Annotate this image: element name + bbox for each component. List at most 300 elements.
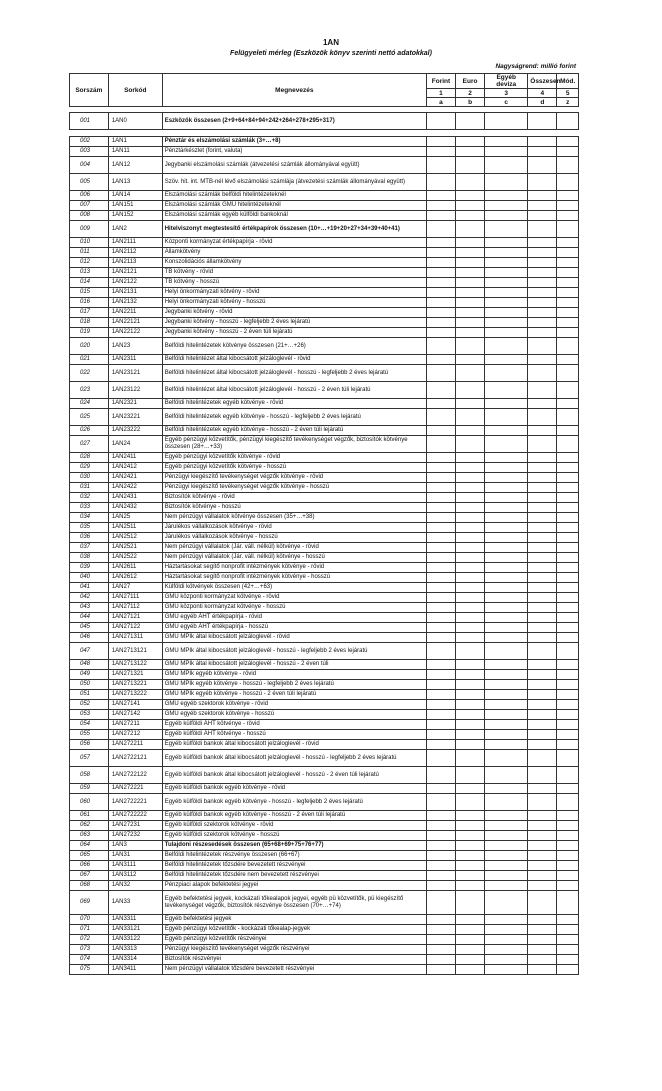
value-cell[interactable] <box>426 248 455 258</box>
value-cell[interactable] <box>456 298 485 308</box>
value-cell[interactable] <box>426 308 455 318</box>
value-cell[interactable] <box>485 710 528 720</box>
value-cell[interactable] <box>426 211 455 221</box>
value-cell[interactable] <box>485 750 528 767</box>
value-cell[interactable] <box>485 191 528 201</box>
value-cell[interactable] <box>528 851 557 861</box>
value-cell[interactable] <box>426 811 455 821</box>
value-cell[interactable] <box>528 573 557 583</box>
value-cell[interactable] <box>485 409 528 426</box>
value-cell[interactable] <box>528 700 557 710</box>
value-cell[interactable] <box>528 750 557 767</box>
value-cell[interactable] <box>528 483 557 493</box>
value-cell[interactable] <box>456 784 485 794</box>
value-cell[interactable] <box>557 113 579 130</box>
value-cell[interactable] <box>426 573 455 583</box>
value-cell[interactable] <box>456 513 485 523</box>
value-cell[interactable] <box>485 583 528 593</box>
value-cell[interactable] <box>426 935 455 945</box>
value-cell[interactable] <box>456 680 485 690</box>
value-cell[interactable] <box>456 463 485 473</box>
value-cell[interactable] <box>485 700 528 710</box>
value-cell[interactable] <box>557 915 579 925</box>
value-cell[interactable] <box>557 593 579 603</box>
value-cell[interactable] <box>485 248 528 258</box>
value-cell[interactable] <box>485 680 528 690</box>
value-cell[interactable] <box>528 493 557 503</box>
value-cell[interactable] <box>426 955 455 965</box>
value-cell[interactable] <box>528 925 557 935</box>
value-cell[interactable] <box>557 523 579 533</box>
value-cell[interactable] <box>485 690 528 700</box>
value-cell[interactable] <box>456 201 485 211</box>
value-cell[interactable] <box>557 503 579 513</box>
value-cell[interactable] <box>456 382 485 399</box>
value-cell[interactable] <box>557 543 579 553</box>
value-cell[interactable] <box>426 767 455 784</box>
value-cell[interactable] <box>456 553 485 563</box>
value-cell[interactable] <box>528 503 557 513</box>
value-cell[interactable] <box>557 720 579 730</box>
value-cell[interactable] <box>426 278 455 288</box>
value-cell[interactable] <box>456 700 485 710</box>
value-cell[interactable] <box>528 382 557 399</box>
value-cell[interactable] <box>426 355 455 365</box>
value-cell[interactable] <box>485 157 528 174</box>
value-cell[interactable] <box>485 945 528 955</box>
value-cell[interactable] <box>456 268 485 278</box>
value-cell[interactable] <box>557 955 579 965</box>
value-cell[interactable] <box>426 915 455 925</box>
value-cell[interactable] <box>528 794 557 811</box>
value-cell[interactable] <box>557 238 579 248</box>
value-cell[interactable] <box>426 710 455 720</box>
value-cell[interactable] <box>426 740 455 750</box>
value-cell[interactable] <box>528 365 557 382</box>
value-cell[interactable] <box>485 821 528 831</box>
value-cell[interactable] <box>426 643 455 660</box>
value-cell[interactable] <box>528 730 557 740</box>
value-cell[interactable] <box>456 278 485 288</box>
value-cell[interactable] <box>456 643 485 660</box>
value-cell[interactable] <box>557 191 579 201</box>
value-cell[interactable] <box>485 915 528 925</box>
value-cell[interactable] <box>456 328 485 338</box>
value-cell[interactable] <box>485 113 528 130</box>
value-cell[interactable] <box>426 891 455 915</box>
value-cell[interactable] <box>557 211 579 221</box>
value-cell[interactable] <box>485 633 528 643</box>
value-cell[interactable] <box>528 680 557 690</box>
value-cell[interactable] <box>456 710 485 720</box>
value-cell[interactable] <box>426 945 455 955</box>
value-cell[interactable] <box>557 483 579 493</box>
value-cell[interactable] <box>485 473 528 483</box>
value-cell[interactable] <box>557 841 579 851</box>
value-cell[interactable] <box>456 338 485 355</box>
value-cell[interactable] <box>456 523 485 533</box>
value-cell[interactable] <box>528 298 557 308</box>
value-cell[interactable] <box>485 483 528 493</box>
value-cell[interactable] <box>528 583 557 593</box>
value-cell[interactable] <box>485 603 528 613</box>
value-cell[interactable] <box>456 426 485 436</box>
value-cell[interactable] <box>426 553 455 563</box>
value-cell[interactable] <box>485 784 528 794</box>
value-cell[interactable] <box>557 794 579 811</box>
value-cell[interactable] <box>528 147 557 157</box>
value-cell[interactable] <box>456 925 485 935</box>
value-cell[interactable] <box>557 670 579 680</box>
value-cell[interactable] <box>456 945 485 955</box>
value-cell[interactable] <box>528 553 557 563</box>
value-cell[interactable] <box>456 147 485 157</box>
value-cell[interactable] <box>485 365 528 382</box>
value-cell[interactable] <box>528 690 557 700</box>
value-cell[interactable] <box>557 382 579 399</box>
value-cell[interactable] <box>456 623 485 633</box>
value-cell[interactable] <box>426 965 455 975</box>
value-cell[interactable] <box>528 191 557 201</box>
value-cell[interactable] <box>485 730 528 740</box>
value-cell[interactable] <box>456 831 485 841</box>
value-cell[interactable] <box>426 821 455 831</box>
value-cell[interactable] <box>426 426 455 436</box>
value-cell[interactable] <box>456 811 485 821</box>
value-cell[interactable] <box>426 784 455 794</box>
value-cell[interactable] <box>426 483 455 493</box>
value-cell[interactable] <box>557 821 579 831</box>
value-cell[interactable] <box>426 513 455 523</box>
value-cell[interactable] <box>528 355 557 365</box>
value-cell[interactable] <box>426 409 455 426</box>
value-cell[interactable] <box>485 851 528 861</box>
value-cell[interactable] <box>528 318 557 328</box>
value-cell[interactable] <box>456 355 485 365</box>
value-cell[interactable] <box>528 915 557 925</box>
value-cell[interactable] <box>557 533 579 543</box>
value-cell[interactable] <box>528 543 557 553</box>
value-cell[interactable] <box>557 945 579 955</box>
value-cell[interactable] <box>485 881 528 891</box>
value-cell[interactable] <box>528 409 557 426</box>
value-cell[interactable] <box>456 583 485 593</box>
value-cell[interactable] <box>557 851 579 861</box>
value-cell[interactable] <box>485 463 528 473</box>
value-cell[interactable] <box>557 767 579 784</box>
value-cell[interactable] <box>485 308 528 318</box>
value-cell[interactable] <box>485 258 528 268</box>
value-cell[interactable] <box>557 298 579 308</box>
value-cell[interactable] <box>557 573 579 583</box>
value-cell[interactable] <box>485 328 528 338</box>
value-cell[interactable] <box>426 174 455 191</box>
value-cell[interactable] <box>557 201 579 211</box>
value-cell[interactable] <box>426 720 455 730</box>
value-cell[interactable] <box>426 851 455 861</box>
value-cell[interactable] <box>557 268 579 278</box>
value-cell[interactable] <box>456 871 485 881</box>
value-cell[interactable] <box>528 720 557 730</box>
value-cell[interactable] <box>426 137 455 147</box>
value-cell[interactable] <box>557 811 579 821</box>
value-cell[interactable] <box>528 891 557 915</box>
value-cell[interactable] <box>456 493 485 503</box>
value-cell[interactable] <box>456 248 485 258</box>
value-cell[interactable] <box>485 453 528 463</box>
value-cell[interactable] <box>557 643 579 660</box>
value-cell[interactable] <box>557 258 579 268</box>
value-cell[interactable] <box>485 643 528 660</box>
value-cell[interactable] <box>557 680 579 690</box>
value-cell[interactable] <box>528 533 557 543</box>
value-cell[interactable] <box>528 113 557 130</box>
value-cell[interactable] <box>485 593 528 603</box>
value-cell[interactable] <box>557 583 579 593</box>
value-cell[interactable] <box>426 382 455 399</box>
value-cell[interactable] <box>557 740 579 750</box>
value-cell[interactable] <box>485 355 528 365</box>
value-cell[interactable] <box>426 523 455 533</box>
value-cell[interactable] <box>557 553 579 563</box>
value-cell[interactable] <box>557 690 579 700</box>
value-cell[interactable] <box>528 965 557 975</box>
value-cell[interactable] <box>456 308 485 318</box>
value-cell[interactable] <box>528 881 557 891</box>
value-cell[interactable] <box>528 563 557 573</box>
value-cell[interactable] <box>456 473 485 483</box>
value-cell[interactable] <box>557 881 579 891</box>
value-cell[interactable] <box>426 157 455 174</box>
value-cell[interactable] <box>557 710 579 720</box>
value-cell[interactable] <box>456 740 485 750</box>
value-cell[interactable] <box>456 730 485 740</box>
value-cell[interactable] <box>426 288 455 298</box>
value-cell[interactable] <box>456 690 485 700</box>
value-cell[interactable] <box>485 965 528 975</box>
value-cell[interactable] <box>485 174 528 191</box>
value-cell[interactable] <box>485 503 528 513</box>
value-cell[interactable] <box>557 660 579 670</box>
value-cell[interactable] <box>528 935 557 945</box>
value-cell[interactable] <box>426 750 455 767</box>
value-cell[interactable] <box>456 935 485 945</box>
value-cell[interactable] <box>528 633 557 643</box>
value-cell[interactable] <box>528 523 557 533</box>
value-cell[interactable] <box>426 633 455 643</box>
value-cell[interactable] <box>426 660 455 670</box>
value-cell[interactable] <box>456 660 485 670</box>
value-cell[interactable] <box>528 328 557 338</box>
value-cell[interactable] <box>456 288 485 298</box>
value-cell[interactable] <box>557 750 579 767</box>
value-cell[interactable] <box>456 670 485 680</box>
value-cell[interactable] <box>528 643 557 660</box>
value-cell[interactable] <box>485 278 528 288</box>
value-cell[interactable] <box>557 436 579 453</box>
value-cell[interactable] <box>557 137 579 147</box>
value-cell[interactable] <box>426 533 455 543</box>
value-cell[interactable] <box>557 700 579 710</box>
value-cell[interactable] <box>456 851 485 861</box>
value-cell[interactable] <box>557 248 579 258</box>
value-cell[interactable] <box>485 201 528 211</box>
value-cell[interactable] <box>485 338 528 355</box>
value-cell[interactable] <box>557 278 579 288</box>
value-cell[interactable] <box>456 881 485 891</box>
value-cell[interactable] <box>426 238 455 248</box>
value-cell[interactable] <box>528 426 557 436</box>
value-cell[interactable] <box>456 409 485 426</box>
value-cell[interactable] <box>557 338 579 355</box>
value-cell[interactable] <box>456 543 485 553</box>
value-cell[interactable] <box>456 365 485 382</box>
value-cell[interactable] <box>528 841 557 851</box>
value-cell[interactable] <box>557 365 579 382</box>
value-cell[interactable] <box>557 174 579 191</box>
value-cell[interactable] <box>528 268 557 278</box>
value-cell[interactable] <box>485 382 528 399</box>
value-cell[interactable] <box>528 821 557 831</box>
value-cell[interactable] <box>485 623 528 633</box>
value-cell[interactable] <box>528 308 557 318</box>
value-cell[interactable] <box>456 318 485 328</box>
value-cell[interactable] <box>485 543 528 553</box>
value-cell[interactable] <box>485 318 528 328</box>
value-cell[interactable] <box>456 211 485 221</box>
value-cell[interactable] <box>456 113 485 130</box>
value-cell[interactable] <box>456 453 485 463</box>
value-cell[interactable] <box>528 211 557 221</box>
value-cell[interactable] <box>485 670 528 680</box>
value-cell[interactable] <box>426 613 455 623</box>
value-cell[interactable] <box>426 861 455 871</box>
value-cell[interactable] <box>528 710 557 720</box>
value-cell[interactable] <box>485 147 528 157</box>
value-cell[interactable] <box>557 463 579 473</box>
value-cell[interactable] <box>485 955 528 965</box>
value-cell[interactable] <box>426 399 455 409</box>
value-cell[interactable] <box>528 436 557 453</box>
value-cell[interactable] <box>456 258 485 268</box>
value-cell[interactable] <box>528 473 557 483</box>
value-cell[interactable] <box>426 338 455 355</box>
value-cell[interactable] <box>557 784 579 794</box>
value-cell[interactable] <box>557 221 579 238</box>
value-cell[interactable] <box>426 623 455 633</box>
value-cell[interactable] <box>485 871 528 881</box>
value-cell[interactable] <box>528 767 557 784</box>
value-cell[interactable] <box>557 426 579 436</box>
value-cell[interactable] <box>528 613 557 623</box>
value-cell[interactable] <box>485 221 528 238</box>
value-cell[interactable] <box>456 593 485 603</box>
value-cell[interactable] <box>485 573 528 583</box>
value-cell[interactable] <box>485 533 528 543</box>
value-cell[interactable] <box>426 543 455 553</box>
value-cell[interactable] <box>426 191 455 201</box>
value-cell[interactable] <box>426 453 455 463</box>
value-cell[interactable] <box>485 660 528 670</box>
value-cell[interactable] <box>456 965 485 975</box>
value-cell[interactable] <box>456 483 485 493</box>
value-cell[interactable] <box>528 660 557 670</box>
value-cell[interactable] <box>528 955 557 965</box>
value-cell[interactable] <box>528 338 557 355</box>
value-cell[interactable] <box>528 463 557 473</box>
value-cell[interactable] <box>557 925 579 935</box>
value-cell[interactable] <box>485 720 528 730</box>
value-cell[interactable] <box>456 861 485 871</box>
value-cell[interactable] <box>485 513 528 523</box>
value-cell[interactable] <box>557 633 579 643</box>
value-cell[interactable] <box>557 493 579 503</box>
value-cell[interactable] <box>557 891 579 915</box>
value-cell[interactable] <box>426 221 455 238</box>
value-cell[interactable] <box>426 730 455 740</box>
value-cell[interactable] <box>485 523 528 533</box>
value-cell[interactable] <box>485 211 528 221</box>
value-cell[interactable] <box>528 174 557 191</box>
value-cell[interactable] <box>426 258 455 268</box>
value-cell[interactable] <box>485 288 528 298</box>
value-cell[interactable] <box>456 794 485 811</box>
value-cell[interactable] <box>485 268 528 278</box>
value-cell[interactable] <box>528 811 557 821</box>
value-cell[interactable] <box>426 436 455 453</box>
value-cell[interactable] <box>557 473 579 483</box>
value-cell[interactable] <box>485 935 528 945</box>
value-cell[interactable] <box>426 563 455 573</box>
value-cell[interactable] <box>485 613 528 623</box>
value-cell[interactable] <box>456 720 485 730</box>
value-cell[interactable] <box>426 881 455 891</box>
value-cell[interactable] <box>485 767 528 784</box>
value-cell[interactable] <box>456 174 485 191</box>
value-cell[interactable] <box>456 503 485 513</box>
value-cell[interactable] <box>426 503 455 513</box>
value-cell[interactable] <box>426 841 455 851</box>
value-cell[interactable] <box>528 945 557 955</box>
value-cell[interactable] <box>528 288 557 298</box>
value-cell[interactable] <box>528 201 557 211</box>
value-cell[interactable] <box>426 690 455 700</box>
value-cell[interactable] <box>426 473 455 483</box>
value-cell[interactable] <box>485 298 528 308</box>
value-cell[interactable] <box>426 593 455 603</box>
value-cell[interactable] <box>528 278 557 288</box>
value-cell[interactable] <box>528 740 557 750</box>
value-cell[interactable] <box>426 831 455 841</box>
value-cell[interactable] <box>456 436 485 453</box>
value-cell[interactable] <box>528 248 557 258</box>
value-cell[interactable] <box>557 613 579 623</box>
value-cell[interactable] <box>557 563 579 573</box>
value-cell[interactable] <box>456 137 485 147</box>
value-cell[interactable] <box>528 593 557 603</box>
value-cell[interactable] <box>456 603 485 613</box>
value-cell[interactable] <box>485 831 528 841</box>
value-cell[interactable] <box>557 355 579 365</box>
value-cell[interactable] <box>557 308 579 318</box>
value-cell[interactable] <box>528 831 557 841</box>
value-cell[interactable] <box>557 318 579 328</box>
value-cell[interactable] <box>426 680 455 690</box>
value-cell[interactable] <box>528 871 557 881</box>
value-cell[interactable] <box>456 955 485 965</box>
value-cell[interactable] <box>528 453 557 463</box>
value-cell[interactable] <box>528 157 557 174</box>
